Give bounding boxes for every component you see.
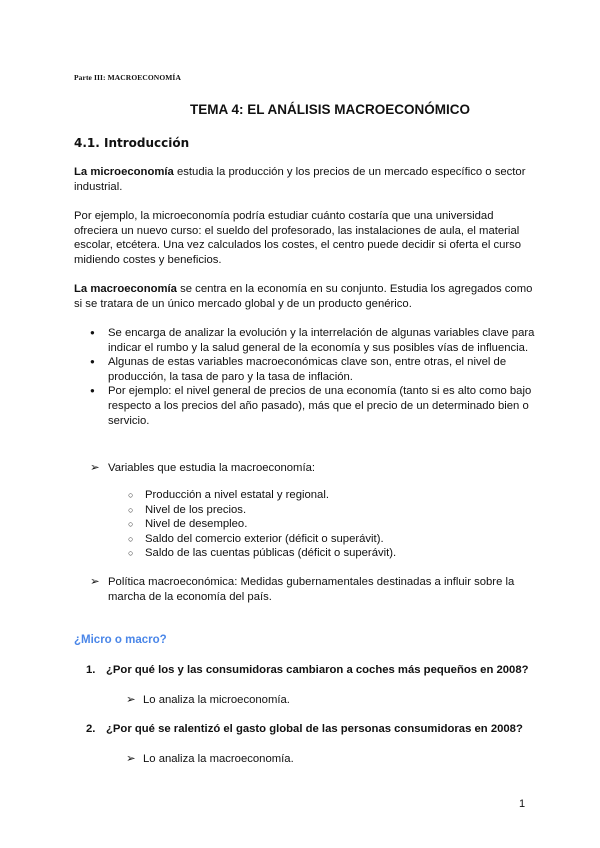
variable-item: ○ Nivel de los precios.	[128, 503, 396, 518]
arrow-bullet-icon: ➢	[90, 462, 100, 474]
bullet-item: ● Por ejemplo: el nivel general de precios de una economía (tanto si es alto como bajo respecto a los precios del año pasado), más que el precio de un determinado bien o servicio.	[90, 384, 536, 428]
variable-item: ○ Saldo de las cuentas públicas (déficit o superávit).	[128, 546, 396, 561]
running-header: Parte III: MACROECONOMÍA	[74, 73, 181, 82]
quiz-answer	[126, 693, 290, 708]
variable-item: ○ Producción a nivel estatal y regional.	[128, 488, 396, 503]
variable-item: ○ Saldo del comercio exterior (déficit o superávit).	[128, 532, 396, 547]
variables-list	[128, 488, 396, 561]
micro-definition	[74, 165, 534, 194]
micro-definition-text: estudia la producción y los precios de un mercado específico o sector industrial.	[74, 166, 526, 193]
policy-text: Política macroeconómica: Medidas gubernamentales destinadas a influir sobre la marcha de la economía del país.	[108, 576, 515, 603]
macro-bullet-list	[90, 326, 536, 428]
page-title-text: TEMA 4: EL ANÁLISIS MACROECONÓMICO	[189, 102, 470, 117]
question-text: ¿Por qué se ralentizó el gasto global de las personas consumidoras en 2008?	[106, 723, 523, 735]
answer-text: Lo analiza la microeconomía.	[143, 694, 290, 706]
section-heading: 4.1. Introducción	[74, 136, 190, 150]
micro-term: La microeconomía	[74, 166, 174, 178]
quiz-question	[86, 723, 523, 735]
variable-item: ○ Nivel de desempleo.	[128, 517, 396, 532]
quiz-answer	[126, 752, 294, 767]
page-number: 1	[519, 798, 526, 810]
macro-term: La macroeconomía	[74, 283, 177, 295]
answer-text: Lo analiza la macroeconomía.	[143, 753, 294, 765]
arrow-bullet-icon: ➢	[126, 694, 136, 706]
bullet-item: ● Se encarga de analizar la evolución y la interrelación de algunas variables clave para indicar el rumbo y la salud general de la economía y sus posibles vías de influencia.	[90, 326, 536, 355]
quiz-question	[86, 664, 529, 676]
arrow-bullet-icon: ➢	[90, 576, 100, 588]
page-title	[0, 102, 600, 117]
macro-definition	[74, 282, 534, 311]
bullet-item: ● Algunas de estas variables macroeconómicas clave son, entre otras, el nivel de producción, la tasa de paro y la tasa de inflación.	[90, 355, 536, 384]
macro-definition-text: se centra en la economía en su conjunto. Estudia los agregados como si se tratara de un único mercado global y de un producto genérico.	[74, 283, 533, 310]
arrow-bullet-icon: ➢	[126, 753, 136, 765]
question-number: 2.	[86, 723, 96, 735]
question-number: 1.	[86, 664, 96, 676]
variables-item	[90, 461, 536, 476]
variables-label: Variables que estudia la macroeconomía:	[108, 462, 316, 474]
policy-item	[90, 575, 536, 604]
micro-example: Por ejemplo, la microeconomía podría estudiar cuánto costaría que una universidad ofreciera un nuevo curso: el sueldo del profesorado, las instalaciones de aula, el material escolar, etcétera. Una vez calculados los costes, el centro puede decidir si oferta el curso midiendo costes y beneficios.	[74, 210, 522, 266]
quiz-heading: ¿Micro o macro?	[74, 634, 167, 646]
question-text: ¿Por qué los y las consumidoras cambiaron a coches más pequeños en 2008?	[106, 664, 529, 676]
